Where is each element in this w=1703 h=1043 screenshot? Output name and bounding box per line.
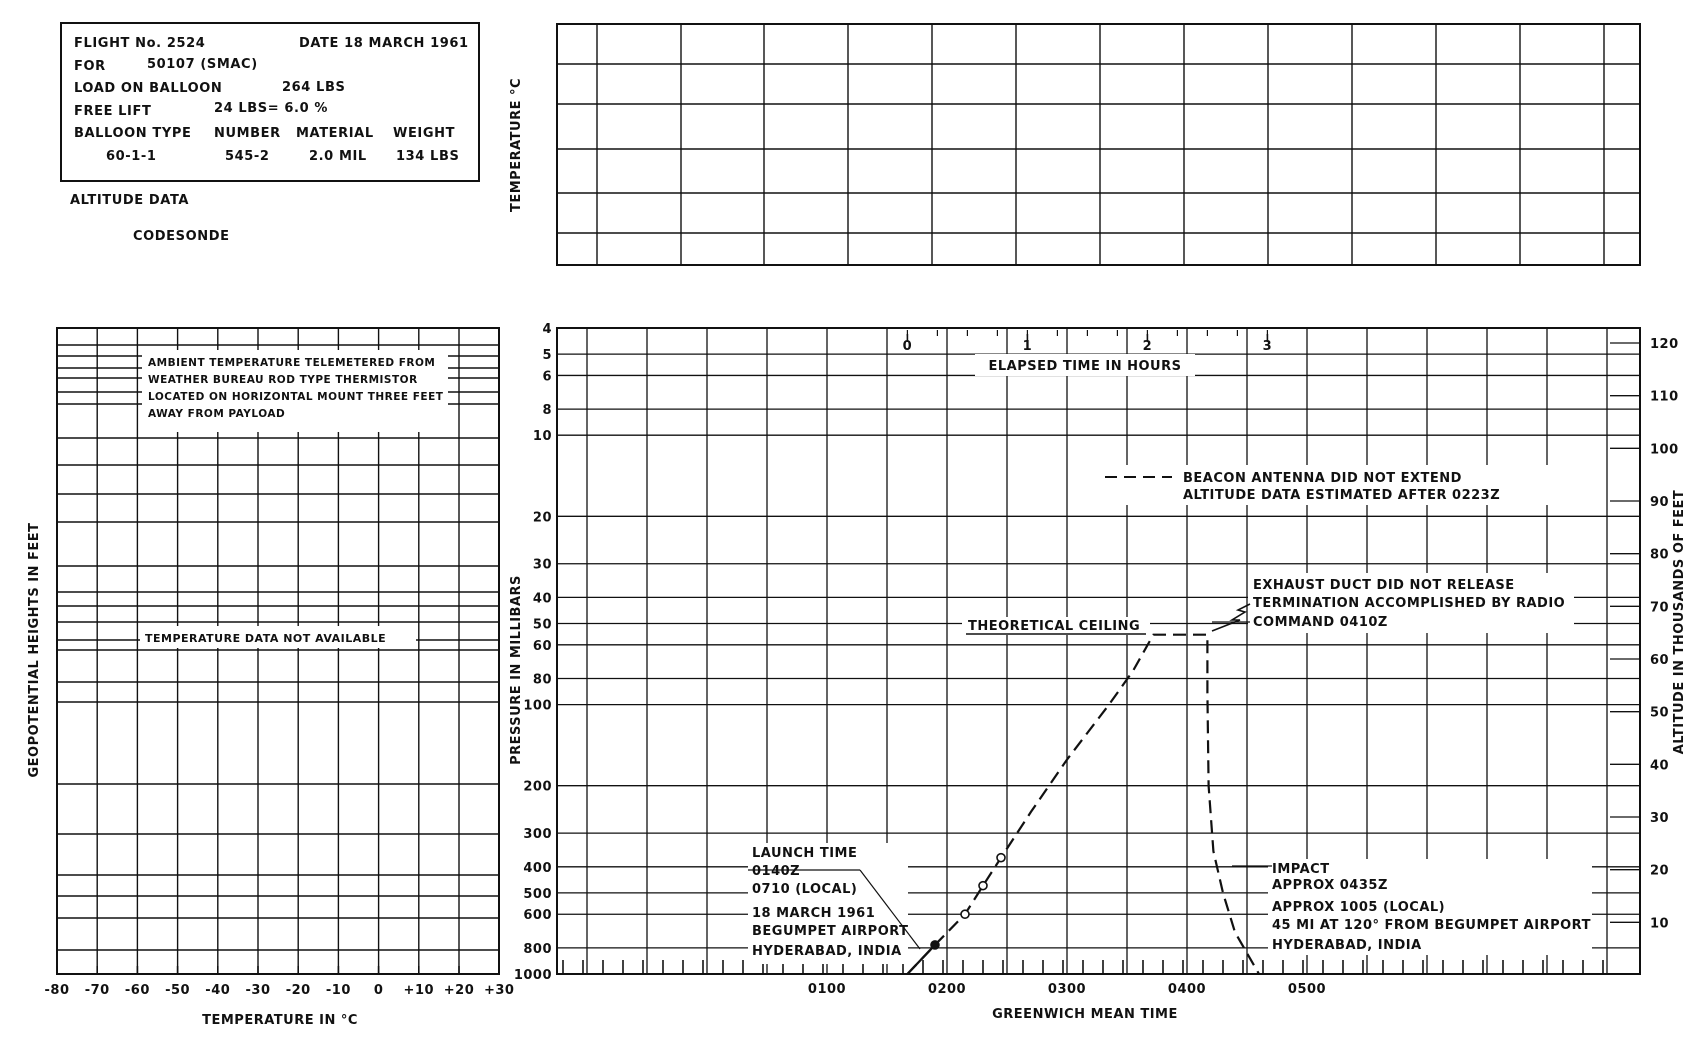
pressure-tick-50: 50 [532, 617, 552, 633]
tc-xtick-0: -80 [44, 983, 70, 998]
gmt-tick-0200: 0200 [927, 982, 967, 997]
launch-line-1: LAUNCH TIME [752, 846, 858, 861]
altitude-tick-10: 10 [1650, 916, 1670, 932]
altitude-tick-80: 80 [1650, 547, 1670, 563]
tc-xtick-7: -10 [325, 983, 351, 998]
pressure-time-chart [509, 322, 1687, 1022]
weight-header: WEIGHT [393, 126, 456, 141]
altitude-tick-70: 70 [1650, 600, 1670, 616]
elapsed-tick-0: 0 [902, 339, 913, 354]
launch-line-2: 0140Z [752, 864, 801, 879]
pressure-tick-4: 4 [542, 322, 552, 337]
temperature-note-line-3: LOCATED ON HORIZONTAL MOUNT THREE FEET [148, 391, 444, 403]
launch-line-3: 0710 (LOCAL) [752, 882, 858, 897]
altitude-tick-110: 110 [1650, 389, 1679, 405]
temperature-note-line-2: WEATHER BUREAU ROD TYPE THERMISTOR [148, 374, 418, 386]
pressure-tick-800: 800 [523, 941, 552, 957]
tc-xtick-9: +10 [403, 983, 435, 998]
pressure-tick-600: 600 [523, 908, 552, 924]
impact-line-3: APPROX 1005 (LOCAL) [1272, 900, 1446, 915]
pressure-tick-1000: 1000 [513, 968, 552, 983]
temperature-profile-chart [27, 328, 514, 1028]
trajectory-point-3 [997, 854, 1005, 862]
exhaust-pointer [1212, 604, 1250, 631]
tc-xtick-5: -30 [245, 983, 271, 998]
trajectory-point-1 [961, 910, 969, 918]
free-lift-label: FREE LIFT [74, 104, 152, 119]
pressure-tick-300: 300 [523, 827, 552, 843]
for-label: FOR [74, 59, 106, 74]
pressure-tick-80: 80 [532, 672, 552, 688]
temperature-time-grid [557, 24, 1640, 265]
altitude-ylabel: ALTITUDE IN THOUSANDS OF FEET [1672, 489, 1687, 755]
elapsed-time-label: ELAPSED TIME IN HOURS [988, 359, 1182, 374]
pressure-tick-8: 8 [542, 403, 552, 419]
beacon-annotation-line-1: BEACON ANTENNA DID NOT EXTEND [1183, 471, 1462, 486]
pressure-tick-30: 30 [532, 557, 552, 573]
pressure-tick-200: 200 [523, 779, 552, 795]
gmt-xlabel: GREENWICH MEAN TIME [992, 1007, 1178, 1022]
gmt-tick-0100: 0100 [807, 982, 847, 997]
altitude-tick-90: 90 [1650, 495, 1670, 510]
altitude-data-source: CODESONDE [133, 229, 230, 244]
beacon-annotation-line-2: ALTITUDE DATA ESTIMATED AFTER 0223Z [1183, 488, 1501, 503]
pressure-tick-100: 100 [523, 698, 552, 714]
temperature-x-ticks [45, 966, 515, 998]
free-lift-value: 24 LBS= 6.0 % [214, 101, 328, 116]
altitude-tick-40: 40 [1650, 758, 1670, 774]
elapsed-tick-1: 1 [1022, 339, 1033, 354]
pressure-tick-20: 20 [532, 510, 552, 526]
pressure-tick-400: 400 [523, 860, 552, 876]
exhaust-annotation-line-2: TERMINATION ACCOMPLISHED BY RADIO [1253, 596, 1566, 611]
exhaust-annotation-line-3: COMMAND 0410Z [1253, 615, 1388, 630]
gmt-tick-0400: 0400 [1167, 982, 1207, 997]
altitude-tick-50: 50 [1650, 705, 1670, 721]
temperature-note-line-4: AWAY FROM PAYLOAD [148, 408, 286, 420]
temperature-no-data-label: TEMPERATURE DATA NOT AVAILABLE [145, 632, 387, 645]
altitude-tick-120: 120 [1650, 337, 1679, 352]
elapsed-tick-3: 3 [1262, 339, 1273, 354]
balloon-type-value: 60-1-1 [106, 149, 157, 164]
altitude-tick-60: 60 [1650, 653, 1670, 668]
launch-line-4: 18 MARCH 1961 [752, 906, 876, 921]
pressure-tick-60: 60 [532, 638, 552, 654]
temperature-time-ylabel: TEMPERATURE °C [509, 77, 524, 213]
impact-line-5: HYDERABAD, INDIA [1272, 938, 1422, 953]
launch-line-5: BEGUMPET AIRPORT [752, 924, 909, 939]
exhaust-annotation-line-1: EXHAUST DUCT DID NOT RELEASE [1253, 578, 1515, 593]
altitude-tick-100: 100 [1650, 442, 1679, 458]
pressure-ylabel: PRESSURE IN MILLIBARS [509, 575, 524, 765]
tc-xtick-4: -40 [205, 983, 231, 998]
load-label: LOAD ON BALLOON [74, 81, 223, 96]
impact-line-1: IMPACT [1272, 862, 1330, 877]
flight-number: FLIGHT No. 2524 [74, 36, 206, 51]
geopotential-ylabel: GEOPOTENTIAL HEIGHTS IN FEET [27, 522, 42, 778]
for-value: 50107 (SMAC) [147, 57, 258, 72]
balloon-type-header: BALLOON TYPE [74, 126, 192, 141]
launch-solid-segment [907, 945, 935, 974]
tc-xtick-8: 0 [373, 983, 384, 998]
temperature-time-chart [509, 24, 1640, 265]
tc-xtick-10: +20 [443, 983, 475, 998]
flight-date: DATE 18 MARCH 1961 [299, 36, 469, 51]
number-header: NUMBER [214, 126, 281, 141]
gmt-tick-0500: 0500 [1287, 982, 1327, 997]
altitude-tick-20: 20 [1650, 863, 1670, 879]
elapsed-tick-2: 2 [1142, 339, 1153, 354]
temperature-note-line-1: AMBIENT TEMPERATURE TELEMETERED FROM [148, 357, 436, 369]
tc-xtick-3: -50 [165, 983, 191, 998]
gmt-tick-labels [808, 982, 1326, 997]
launch-line-6: HYDERABAD, INDIA [752, 944, 902, 959]
gmt-tick-0300: 0300 [1047, 982, 1087, 997]
temperature-time-frame [557, 24, 1640, 265]
impact-line-2: APPROX 0435Z [1272, 878, 1388, 893]
material-header: MATERIAL [296, 126, 374, 141]
theoretical-ceiling-label: THEORETICAL CEILING [968, 619, 1141, 634]
tc-xtick-11: +30 [483, 983, 515, 998]
pressure-tick-40: 40 [532, 591, 552, 607]
trajectory-point-2 [979, 882, 987, 890]
gmt-minor-ticks [563, 960, 1603, 974]
impact-line-4: 45 MI AT 120° FROM BEGUMPET AIRPORT [1272, 918, 1591, 933]
tc-xtick-2: -60 [124, 983, 150, 998]
tc-xtick-1: -70 [84, 983, 110, 998]
pressure-tick-10: 10 [532, 429, 552, 445]
elapsed-time-ticks [903, 330, 1273, 354]
temperature-xlabel: TEMPERATURE IN °C [202, 1013, 358, 1028]
number-value: 545-2 [225, 149, 270, 164]
weight-value: 134 LBS [396, 149, 460, 164]
pressure-tick-6: 6 [542, 369, 552, 385]
pressure-tick-500: 500 [523, 886, 552, 902]
tc-xtick-6: -20 [285, 983, 311, 998]
altitude-data-label: ALTITUDE DATA [70, 193, 190, 208]
pressure-tick-5: 5 [542, 348, 552, 364]
material-value: 2.0 MIL [309, 149, 367, 164]
load-value: 264 LBS [282, 80, 346, 95]
trajectory-line [907, 635, 1259, 974]
altitude-tick-30: 30 [1650, 811, 1670, 826]
